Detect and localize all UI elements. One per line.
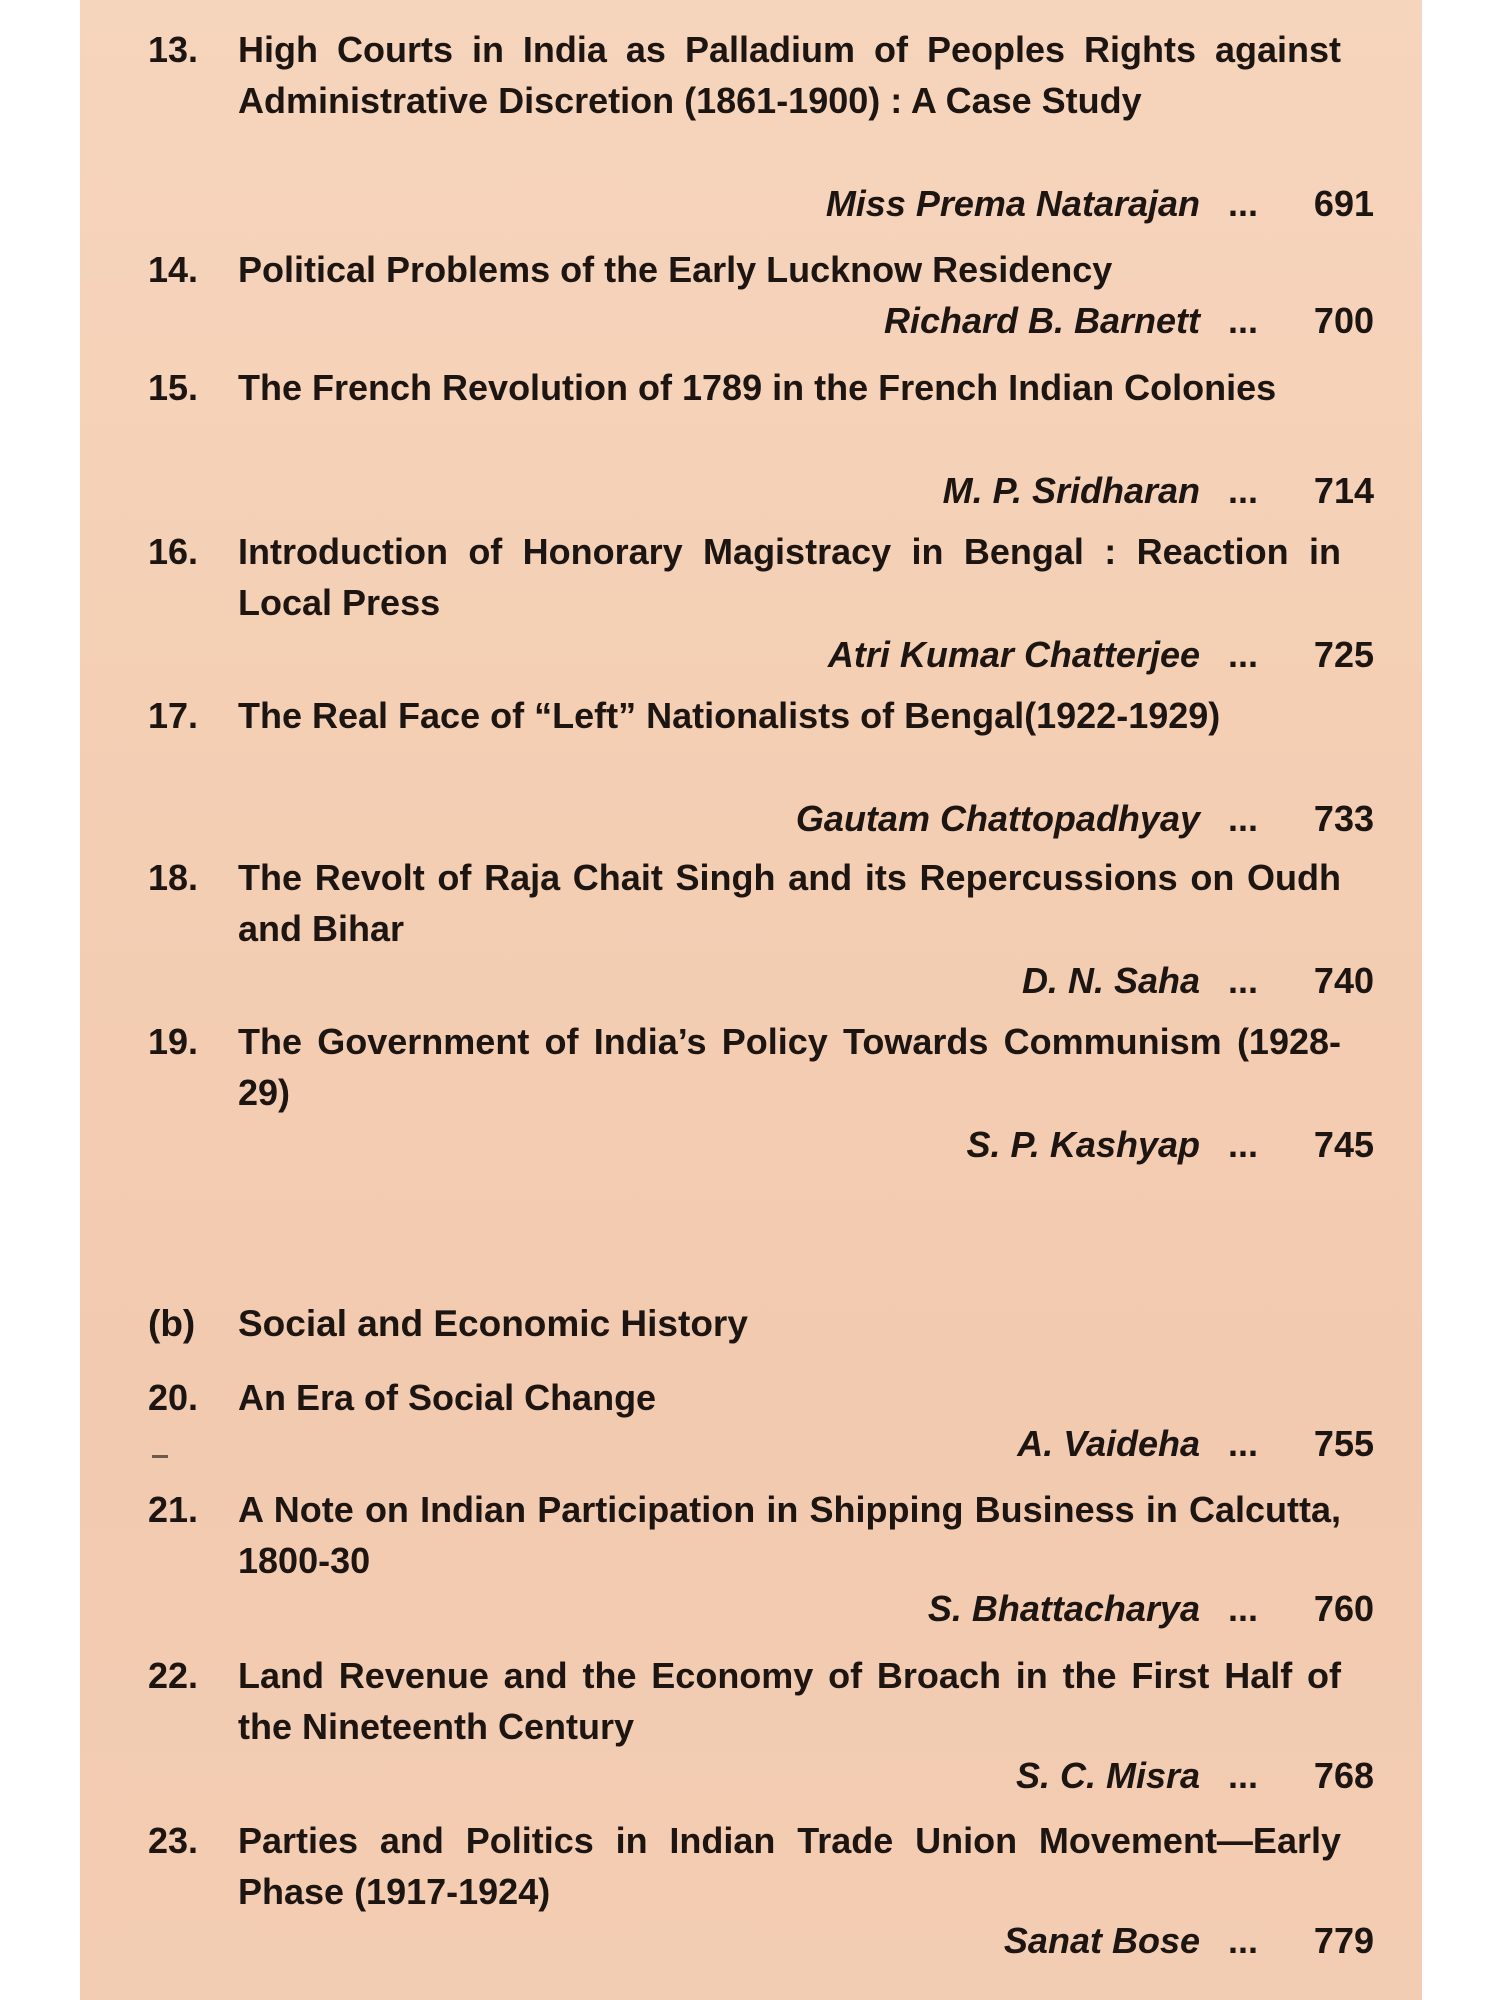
entry-author-line <box>1022 955 1374 1007</box>
entry-page-number: 714 <box>1313 470 1374 511</box>
entry-author-line <box>1017 1418 1374 1470</box>
entry-author-line <box>1016 1750 1374 1802</box>
entry-author: Miss Prema Natarajan <box>825 183 1200 224</box>
entry-title: Introduction of Honorary Magistracy in Bengal : Reaction in Local Press <box>238 531 1341 623</box>
entry-page-number: 745 <box>1313 1124 1374 1165</box>
leader-dots: ... <box>1228 1423 1259 1464</box>
entry-number: 18. <box>148 857 199 898</box>
entry-author: S. P. Kashyap <box>966 1124 1200 1165</box>
leader-dots: ... <box>1228 300 1259 341</box>
entry-author: Richard B. Barnett <box>883 300 1200 341</box>
leader-dots: ... <box>1228 183 1259 224</box>
entry-author: Atri Kumar Chatterjee <box>827 634 1200 675</box>
entry-title: The Government of India’s Policy Towards Communism (1928-29) <box>238 1021 1341 1113</box>
entry-author: Sanat Bose <box>1003 1920 1200 1961</box>
entry-title: The French Revolution of 1789 in the French Indian Colonies <box>238 367 1277 408</box>
entry-number: 23. <box>148 1820 199 1861</box>
entry-page-number: 691 <box>1313 183 1374 224</box>
entry-number: 20. <box>148 1377 199 1418</box>
section-title: Social and Economic History <box>238 1303 748 1344</box>
entry-title: A Note on Indian Participation in Shipping Business in Calcutta, 1800-30 <box>238 1489 1341 1581</box>
entry-author-line <box>826 178 1374 230</box>
entry-page-number: 768 <box>1313 1755 1374 1796</box>
entry-page-number: 700 <box>1313 300 1374 341</box>
entry-title: High Courts in India as Palladium of Peoples Rights against Administrative Discretion (1861-1900) : A Case Study <box>238 29 1341 121</box>
leader-dots: ... <box>1228 1588 1259 1629</box>
section-label: (b) <box>148 1303 196 1344</box>
entry-page-number: 733 <box>1313 798 1374 839</box>
book-page <box>80 0 1422 2000</box>
entry-title: The Revolt of Raja Chait Singh and its Repercussions on Oudh and Bihar <box>238 857 1341 949</box>
entry-number: 15. <box>148 367 199 408</box>
entry-author-line <box>796 793 1374 845</box>
entry-author-line <box>928 1583 1374 1635</box>
entry-page-number: 779 <box>1313 1920 1374 1961</box>
leader-dots: ... <box>1228 634 1259 675</box>
entry-title: Parties and Politics in Indian Trade Union Movement—Early Phase (1917-1924) <box>238 1820 1341 1912</box>
entry-number: 17. <box>148 695 199 736</box>
entry-title: Political Problems of the Early Lucknow Residency <box>238 249 1113 290</box>
entry-number: 14. <box>148 249 199 290</box>
divider-dash <box>152 1455 168 1458</box>
leader-dots: ... <box>1228 1755 1259 1796</box>
entry-number: 16. <box>148 531 199 572</box>
entry-page-number: 760 <box>1313 1588 1374 1629</box>
section-heading <box>148 1298 748 1350</box>
leader-dots: ... <box>1228 798 1259 839</box>
entry-author-line <box>828 629 1374 681</box>
entry-title: Land Revenue and the Economy of Broach in the First Half of the Nineteenth Century <box>238 1655 1341 1747</box>
leader-dots: ... <box>1228 1124 1259 1165</box>
entry-number: 22. <box>148 1655 199 1696</box>
leader-dots: ... <box>1228 470 1259 511</box>
entry-author-line <box>884 295 1374 347</box>
entry-author-line <box>967 1119 1374 1171</box>
entry-author: S. Bhattacharya <box>927 1588 1200 1629</box>
entry-title: An Era of Social Change <box>238 1377 657 1418</box>
entry-author: D. N. Saha <box>1021 960 1200 1001</box>
leader-dots: ... <box>1228 960 1259 1001</box>
entry-author: S. C. Misra <box>1015 1755 1200 1796</box>
entry-author-line <box>1004 1915 1374 1967</box>
entry-page-number: 740 <box>1313 960 1374 1001</box>
entry-author: M. P. Sridharan <box>942 470 1200 511</box>
entry-author: Gautam Chattopadhyay <box>795 798 1200 839</box>
entry-title: The Real Face of “Left” Nationalists of Bengal(1922-1929) <box>238 695 1221 736</box>
entry-number: 13. <box>148 29 199 70</box>
entry-page-number: 725 <box>1313 634 1374 675</box>
entry-author: A. Vaideha <box>1017 1423 1200 1464</box>
entry-number: 19. <box>148 1021 199 1062</box>
entry-author-line <box>943 465 1374 517</box>
leader-dots: ... <box>1228 1920 1259 1961</box>
entry-number: 21. <box>148 1489 199 1530</box>
entry-page-number: 755 <box>1313 1423 1374 1464</box>
